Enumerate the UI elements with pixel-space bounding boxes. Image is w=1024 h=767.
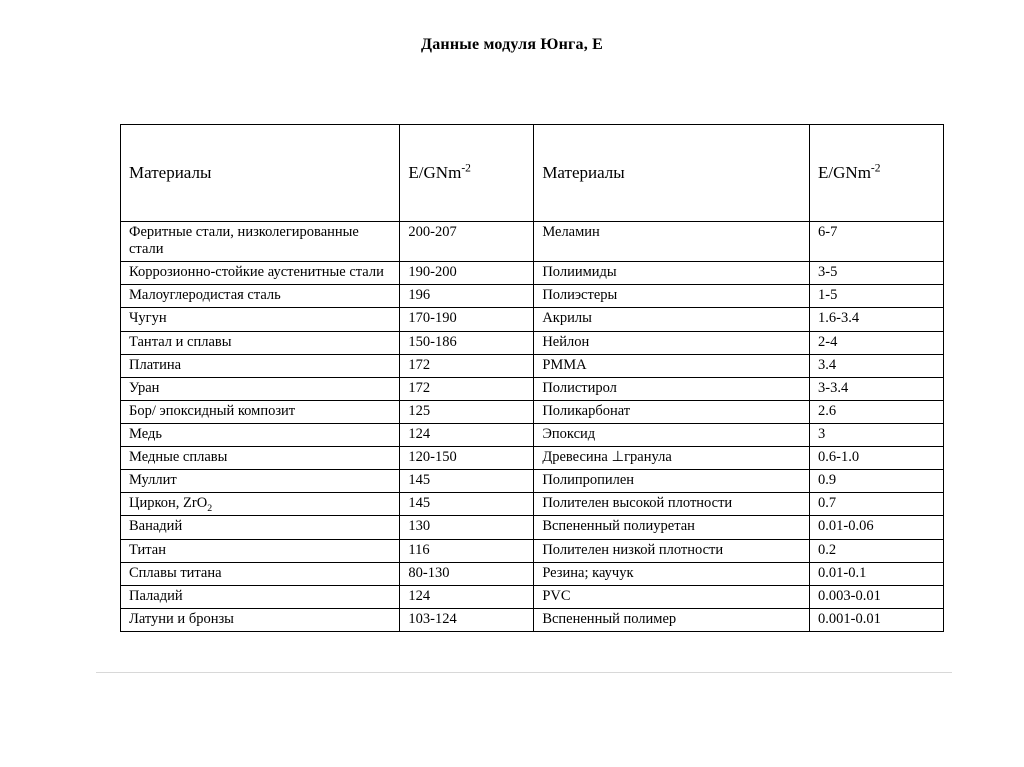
cell-material-right: Полиимиды — [534, 262, 810, 285]
column-header-e-right — [810, 125, 944, 222]
cell-material-right: Поликарбонат — [534, 400, 810, 423]
cell-value-left: 150-186 — [400, 331, 534, 354]
table-header-row — [121, 125, 944, 222]
table-row — [121, 423, 944, 446]
cell-value-right: 0.001-0.01 — [810, 608, 944, 631]
cell-value-right: 3-5 — [810, 262, 944, 285]
cell-material-right: Акрилы — [534, 308, 810, 331]
cell-material-right: Полителен низкой плотности — [534, 539, 810, 562]
cell-material-left: Сплавы титана — [121, 562, 400, 585]
cell-value-left: 120-150 — [400, 447, 534, 470]
table-row — [121, 285, 944, 308]
table-row — [121, 562, 944, 585]
cell-value-left: 172 — [400, 377, 534, 400]
cell-material-left: Коррозионно-стойкие аустенитные стали — [121, 262, 400, 285]
cell-value-right: 1-5 — [810, 285, 944, 308]
cell-value-right: 0.01-0.1 — [810, 562, 944, 585]
table-row — [121, 585, 944, 608]
cell-material-left: Малоуглеродистая сталь — [121, 285, 400, 308]
table-row — [121, 516, 944, 539]
cell-material-left: Циркон, ZrO$_2$ — [121, 493, 400, 516]
cell-value-left: 125 — [400, 400, 534, 423]
cell-value-right: 3-3.4 — [810, 377, 944, 400]
cell-value-right: 2-4 — [810, 331, 944, 354]
youngs-modulus-table — [120, 124, 944, 632]
cell-value-right: 6-7 — [810, 222, 944, 262]
cell-value-left: 200-207 — [400, 222, 534, 262]
cell-material-right: PVC — [534, 585, 810, 608]
cell-material-right: Полителен высокой плотности — [534, 493, 810, 516]
cell-material-right: Полипропилен — [534, 470, 810, 493]
cell-material-left: Бор/ эпоксидный композит — [121, 400, 400, 423]
cell-value-right: 2.6 — [810, 400, 944, 423]
page-title: Данные модуля Юнга, E — [421, 36, 603, 53]
table-row — [121, 493, 944, 516]
cell-material-left: Муллит — [121, 470, 400, 493]
cell-material-left: Тантал и сплавы — [121, 331, 400, 354]
table-row — [121, 470, 944, 493]
table-row — [121, 400, 944, 423]
column-header-e-left-exponent: -2 — [461, 161, 471, 175]
cell-material-left: Медные сплавы — [121, 447, 400, 470]
cell-value-left: 145 — [400, 470, 534, 493]
cell-material-right: Эпоксид — [534, 423, 810, 446]
cell-material-right: Нейлон — [534, 331, 810, 354]
column-header-materials-left-label: Материалы — [129, 162, 212, 182]
cell-value-left: 124 — [400, 423, 534, 446]
cell-value-left: 116 — [400, 539, 534, 562]
cell-value-right: 0.01-0.06 — [810, 516, 944, 539]
table-row — [121, 222, 944, 262]
column-header-e-left — [400, 125, 534, 222]
table-row — [121, 354, 944, 377]
cell-value-right: 0.6-1.0 — [810, 447, 944, 470]
cell-value-left: 130 — [400, 516, 534, 539]
cell-material-right: Древесина ⊥гранула — [534, 447, 810, 470]
table-row — [121, 608, 944, 631]
cell-material-right: PMMA — [534, 354, 810, 377]
cell-value-right: 3 — [810, 423, 944, 446]
cell-value-left: 170-190 — [400, 308, 534, 331]
cell-value-left: 103-124 — [400, 608, 534, 631]
cell-material-right: Вспененный полимер — [534, 608, 810, 631]
cell-material-left: Уран — [121, 377, 400, 400]
column-header-materials-right-label: Материалы — [542, 162, 625, 182]
cell-value-left: 172 — [400, 354, 534, 377]
cell-value-right: 1.6-3.4 — [810, 308, 944, 331]
cell-value-right: 0.9 — [810, 470, 944, 493]
cell-material-left: Ванадий — [121, 516, 400, 539]
cell-material-right: Полиэстеры — [534, 285, 810, 308]
table-row — [121, 308, 944, 331]
table-body — [121, 222, 944, 632]
youngs-modulus-table-container — [120, 124, 944, 632]
cell-value-left: 124 — [400, 585, 534, 608]
cell-material-right: Резина; каучук — [534, 562, 810, 585]
cell-material-right: Полистирол — [534, 377, 810, 400]
cell-value-left: 145 — [400, 493, 534, 516]
table-row — [121, 262, 944, 285]
column-header-e-left-label: E/GNm — [408, 162, 462, 182]
cell-material-left: Чугун — [121, 308, 400, 331]
table-header — [121, 125, 944, 222]
cell-material-left: Платина — [121, 354, 400, 377]
cell-value-right: 3.4 — [810, 354, 944, 377]
column-header-materials-right — [534, 125, 810, 222]
cell-value-left: 196 — [400, 285, 534, 308]
column-header-materials-left — [121, 125, 400, 222]
table-row — [121, 331, 944, 354]
table-row — [121, 447, 944, 470]
column-header-e-right-label: E/GNm — [818, 162, 871, 182]
table-row — [121, 377, 944, 400]
cell-value-right: 0.2 — [810, 539, 944, 562]
cell-material-right: Вспененный полиуретан — [534, 516, 810, 539]
cell-material-right: Меламин — [534, 222, 810, 262]
cell-material-left: Титан — [121, 539, 400, 562]
cell-value-right: 0.003-0.01 — [810, 585, 944, 608]
cell-material-left: Феритные стали, низколегированные стали — [121, 222, 400, 262]
column-header-e-right-exponent: -2 — [870, 161, 881, 175]
table-row — [121, 539, 944, 562]
cell-value-left: 190-200 — [400, 262, 534, 285]
cell-material-left: Медь — [121, 423, 400, 446]
cell-material-left: Латуни и бронзы — [121, 608, 400, 631]
cell-material-left: Паладий — [121, 585, 400, 608]
cell-value-left: 80-130 — [400, 562, 534, 585]
cell-value-right: 0.7 — [810, 493, 944, 516]
bottom-divider — [96, 672, 952, 673]
